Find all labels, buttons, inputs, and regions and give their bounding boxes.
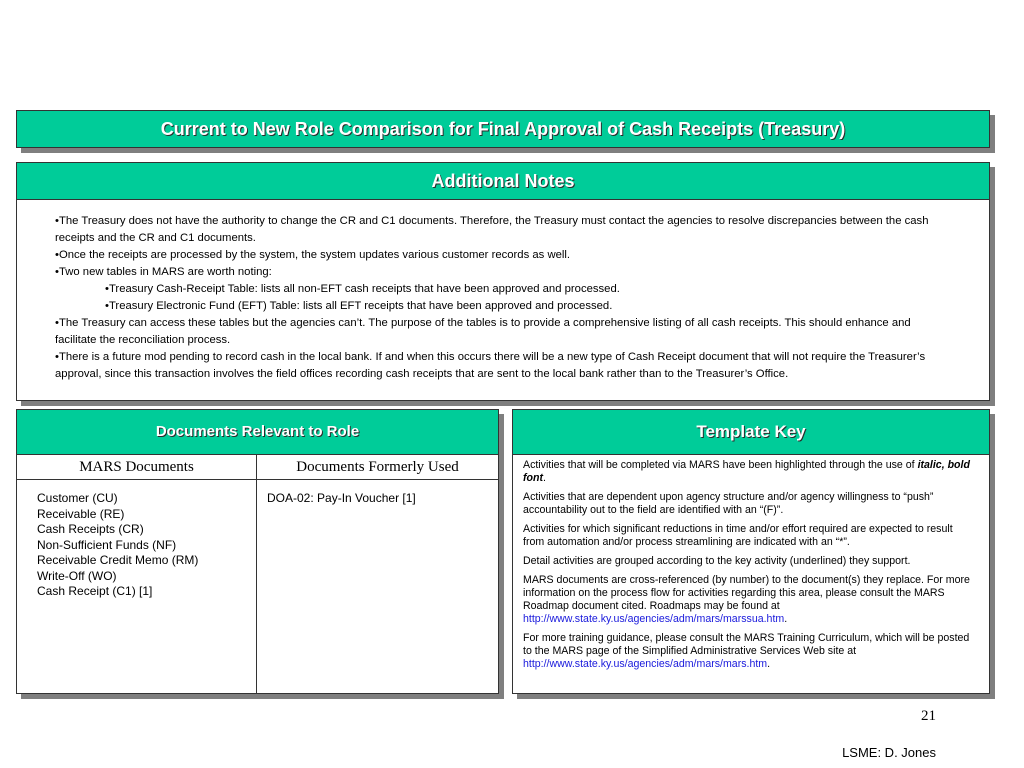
key-text: Activities that will be completed via MARS have been highlighted through the use of <box>523 459 918 471</box>
note-line: •There is a future mod pending to record cash in the local bank. If and when this occurs there will be a new type of Cash Receipt document that will not require the Treasurer’s approval, since this transaction involves the field offices recording cash receipts that are sent to the local bank rather than to the Treasurer’s Office. <box>55 351 926 380</box>
key-paragraph <box>523 632 973 671</box>
footer-author: LSME: D. Jones <box>842 745 936 760</box>
page-number: 21 <box>921 708 936 724</box>
template-key-header: Template Key <box>513 410 989 455</box>
mars-page-link[interactable]: http://www.state.ky.us/agencies/adm/mars/mars.htm <box>523 658 768 670</box>
template-key-panel <box>512 409 990 694</box>
documents-panel <box>16 409 499 694</box>
roadmap-link[interactable]: http://www.state.ky.us/agencies/adm/mars/marssua.htm <box>523 613 785 625</box>
key-text-end: . <box>767 658 771 670</box>
list-item: Cash Receipts (CR) <box>37 522 144 536</box>
note-subline: •Treasury Electronic Fund (EFT) Table: lists all EFT receipts that have been approved and processed. <box>105 300 613 312</box>
key-text: MARS documents are cross-referenced (by number) to the document(s) they replace. For more information on the process flow for activities regarding this area, please consult the MARS Roadmap document cited. Roadmaps may be found at <box>523 574 970 612</box>
note-line: •Two new tables in MARS are worth noting: <box>55 266 272 278</box>
key-text-end: . <box>784 613 788 625</box>
list-item: Cash Receipt (C1) [1] <box>37 584 153 598</box>
key-emphasis: italic, bold font <box>523 459 970 484</box>
list-item: DOA-02: Pay-In Voucher [1] <box>267 491 416 505</box>
column-header-mars-documents: MARS Documents <box>79 459 194 475</box>
additional-notes-panel <box>16 162 990 401</box>
list-item: Customer (CU) <box>37 491 118 505</box>
key-paragraph <box>523 459 973 485</box>
list-item: Write-Off (WO) <box>37 568 117 583</box>
mars-documents-list <box>37 491 198 600</box>
slide-title: Current to New Role Comparison for Final Approval of Cash Receipts (Treasury) <box>16 110 990 148</box>
list-item: Receivable Credit Memo (RM) <box>37 553 199 567</box>
note-line: •Once the receipts are processed by the system, the system updates various customer records as well. <box>55 249 571 261</box>
key-paragraph: Activities that are dependent upon agency structure and/or agency willingness to “push” accountability out to the field are identified with an “(F)”. <box>523 491 934 516</box>
list-item: Non-Sufficient Funds (NF) <box>37 537 177 552</box>
documents-table <box>17 455 498 693</box>
note-subline: •Treasury Cash-Receipt Table: lists all non-EFT cash receipts that have been approved and processed. <box>105 283 620 295</box>
list-item: Receivable (RE) <box>37 506 125 521</box>
notes-header: Additional Notes <box>17 163 989 200</box>
notes-body <box>17 200 989 383</box>
key-paragraph: Detail activities are grouped according to the key activity (underlined) they support. <box>523 555 911 567</box>
column-header-documents-formerly-used: Documents Formerly Used <box>296 459 459 475</box>
template-key-body <box>513 455 989 671</box>
key-paragraph <box>523 574 973 626</box>
table-header-divider <box>17 479 498 480</box>
key-text-end: . <box>543 472 546 484</box>
column-divider <box>256 455 257 693</box>
key-text: For more training guidance, please consult the MARS Training Curriculum, which will be posted to the MARS page of the Simplified Administrative Services Web site at <box>523 632 970 657</box>
note-line: •The Treasury can access these tables but the agencies can’t. The purpose of the tables is to provide a comprehensive listing of all cash receipts. This should enhance and facilitate the reconciliation process. <box>55 317 911 346</box>
key-paragraph: Activities for which significant reductions in time and/or effort required are expected to result from automation and/or process streamlining are indicated with an “*”. <box>523 523 953 548</box>
documents-header: Documents Relevant to Role <box>17 410 498 455</box>
former-documents-list <box>267 491 416 507</box>
note-line: •The Treasury does not have the authority to change the CR and C1 documents. Therefore, the Treasury must contact the agencies to resolve discrepancies between the cash receipts and the CR and C1 documents. <box>55 215 929 244</box>
